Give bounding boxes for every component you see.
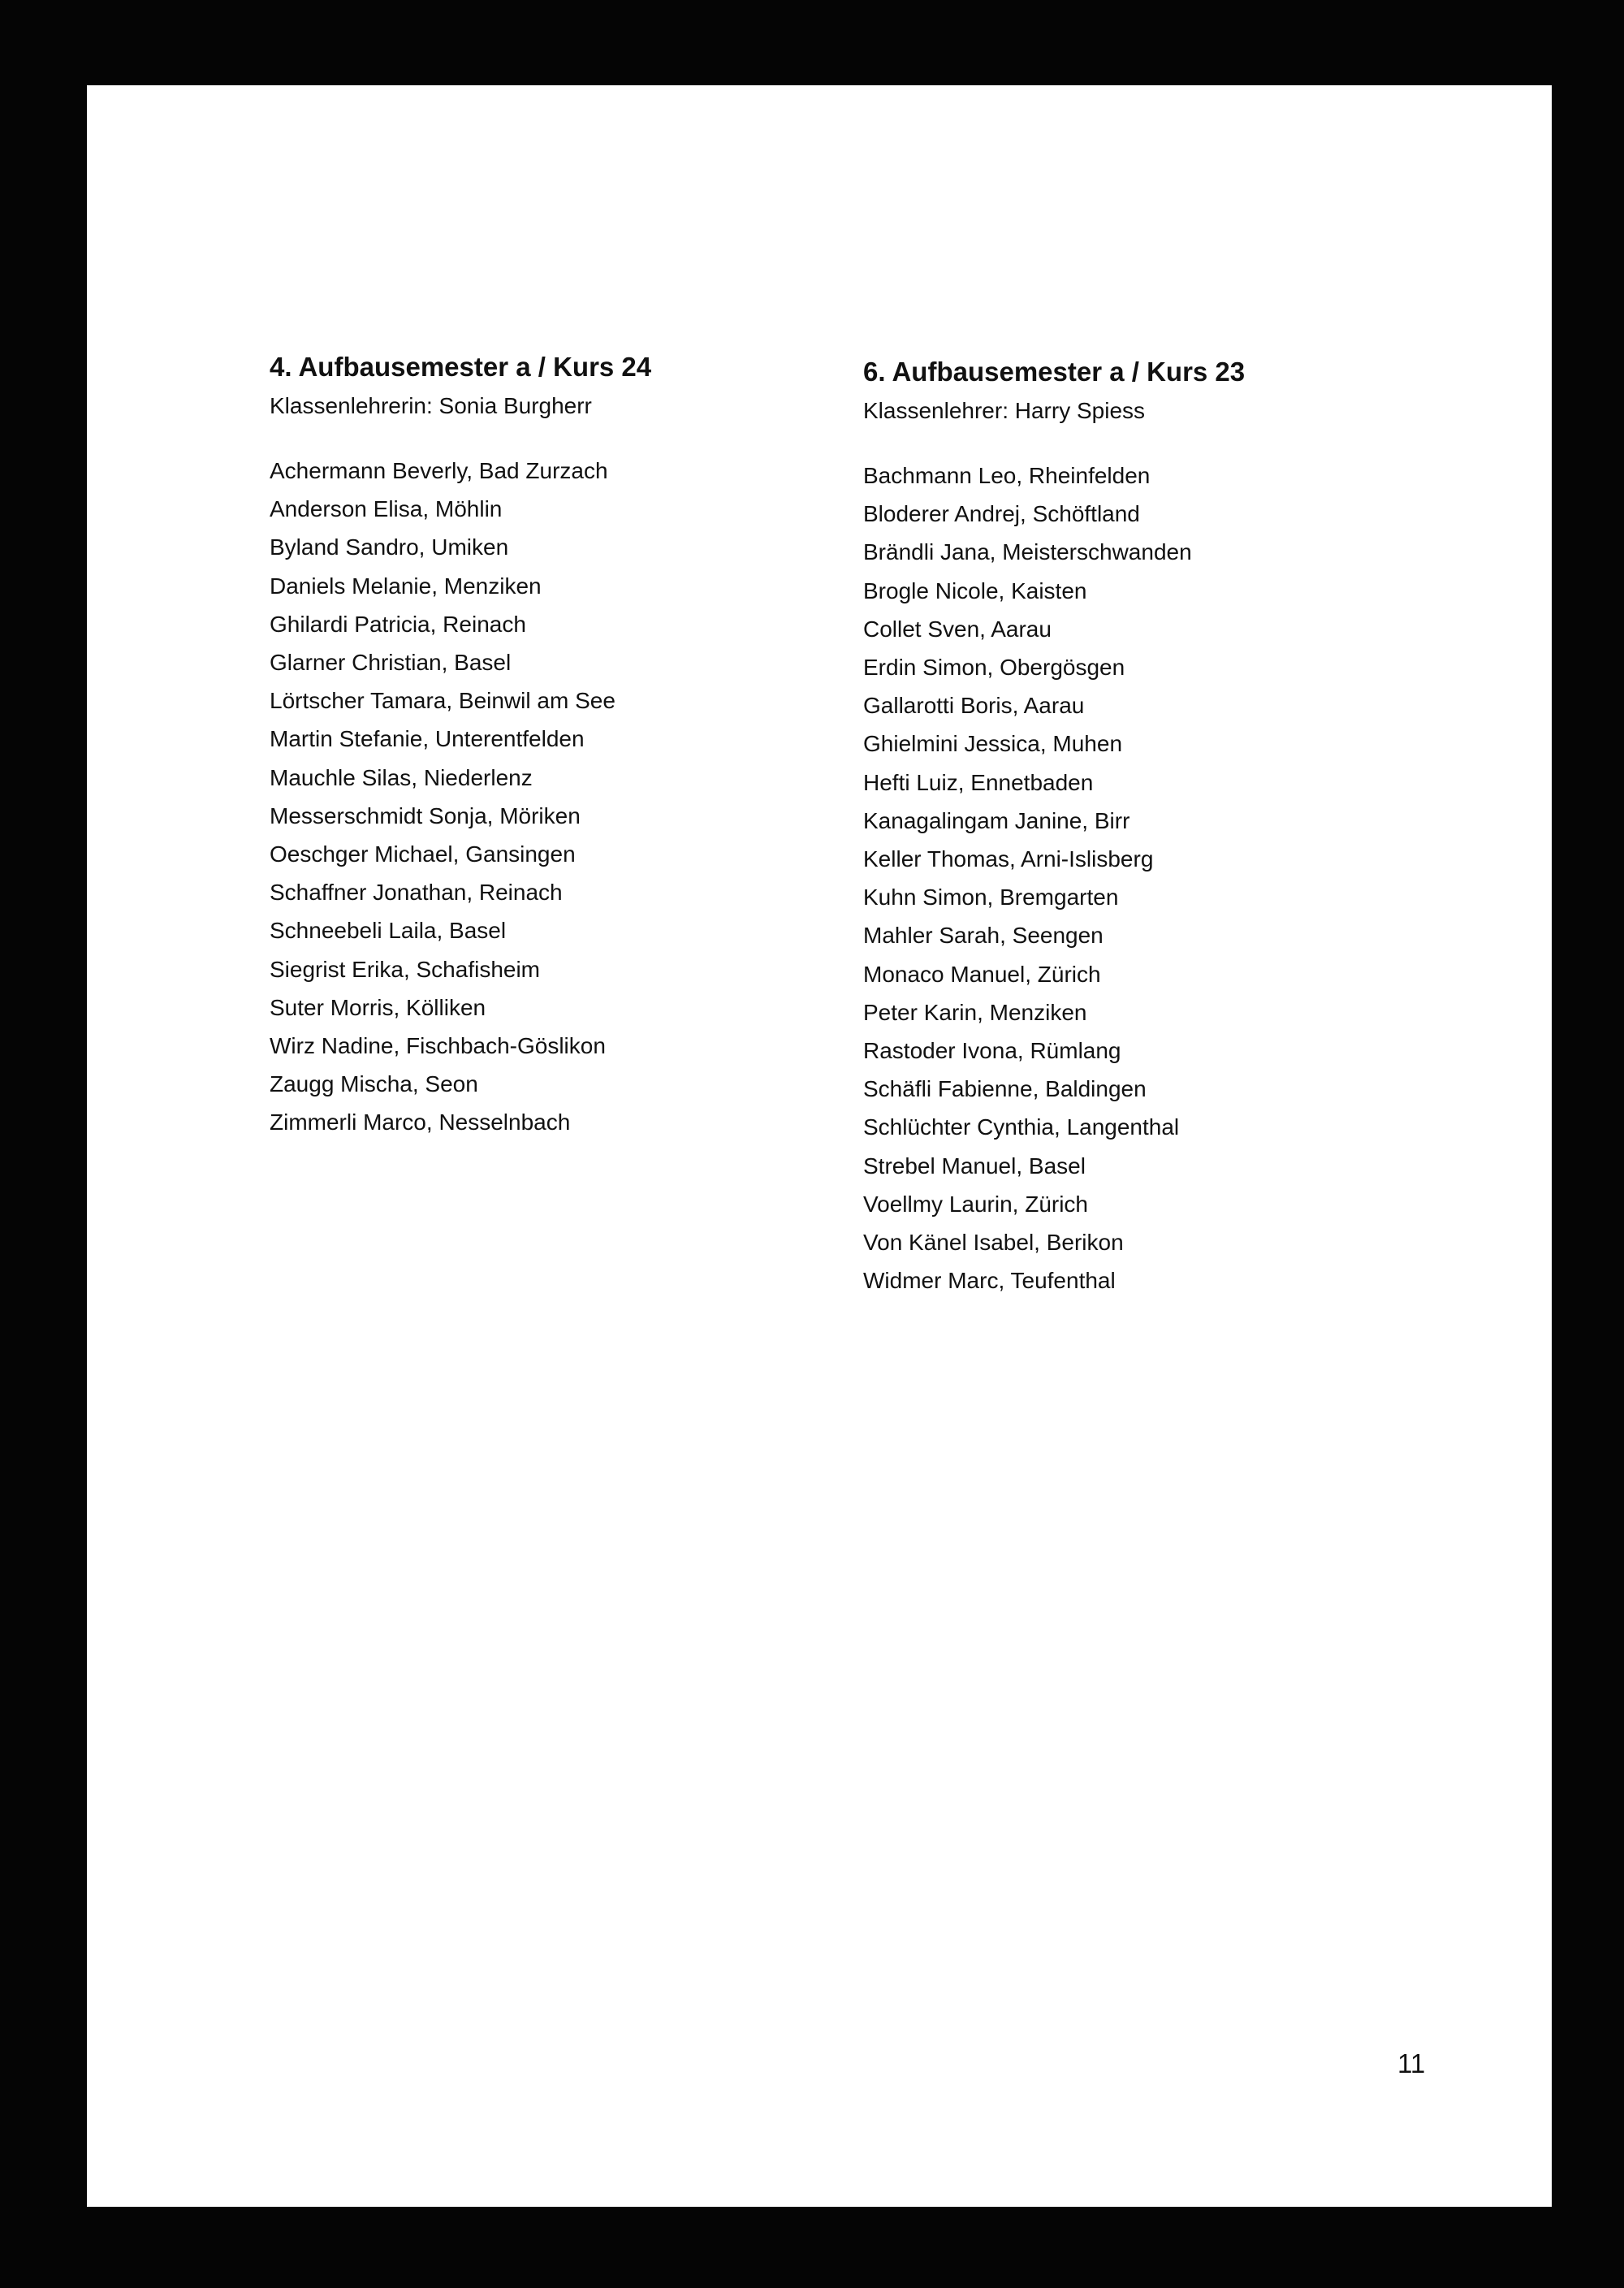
class-list-kurs-23 [863, 356, 1432, 1300]
list-item: Schlüchter Cynthia, Langenthal [863, 1114, 1180, 1140]
student-list [270, 452, 838, 1142]
list-item: Daniels Melanie, Menziken [270, 573, 542, 599]
class-heading: 6. Aufbausemester a / Kurs 23 [863, 357, 1246, 387]
class-teacher: Klassenlehrerin: Sonia Burgherr [270, 393, 592, 418]
list-item: Rastoder Ivona, Rümlang [863, 1038, 1121, 1064]
list-item: Gallarotti Boris, Aarau [863, 693, 1085, 719]
list-item: Mauchle Silas, Niederlenz [270, 764, 533, 790]
list-item: Kuhn Simon, Bremgarten [863, 884, 1119, 910]
list-item: Hefti Luiz, Ennetbaden [863, 769, 1094, 795]
list-item: Schaffner Jonathan, Reinach [270, 880, 563, 906]
list-item: Suter Morris, Kölliken [270, 994, 486, 1020]
list-item: Monaco Manuel, Zürich [863, 961, 1101, 987]
list-item: Schneebeli Laila, Basel [270, 918, 507, 944]
list-item: Ghilardi Patricia, Reinach [270, 611, 526, 637]
list-item: Zimmerli Marco, Nesselnbach [270, 1109, 571, 1135]
list-item: Martin Stefanie, Unterentfelden [270, 726, 585, 752]
list-item: Byland Sandro, Umiken [270, 534, 509, 560]
list-item: Lörtscher Tamara, Beinwil am See [270, 688, 615, 714]
student-list [863, 456, 1432, 1300]
list-item: Brändli Jana, Meisterschwanden [863, 539, 1192, 565]
list-item: Bloderer Andrej, Schöftland [863, 501, 1140, 527]
list-item: Siegrist Erika, Schafisheim [270, 956, 541, 982]
list-item: Mahler Sarah, Seengen [863, 923, 1104, 949]
list-item: Erdin Simon, Obergösgen [863, 655, 1125, 681]
class-teacher: Klassenlehrer: Harry Spiess [863, 398, 1146, 423]
list-item: Brogle Nicole, Kaisten [863, 577, 1087, 603]
list-item: Anderson Elisa, Möhlin [270, 496, 503, 522]
list-item: Oeschger Michael, Gansingen [270, 841, 576, 867]
list-item: Wirz Nadine, Fischbach-Göslikon [270, 1033, 606, 1059]
class-list-kurs-24 [270, 351, 838, 1142]
list-item: Strebel Manuel, Basel [863, 1153, 1086, 1179]
list-item: Bachmann Leo, Rheinfelden [863, 463, 1151, 488]
list-item: Collet Sven, Aarau [863, 616, 1052, 642]
list-item: Messerschmidt Sonja, Möriken [270, 802, 581, 828]
list-item: Keller Thomas, Arni-Islisberg [863, 846, 1154, 872]
list-item: Widmer Marc, Teufenthal [863, 1268, 1116, 1294]
list-item: Schäfli Fabienne, Baldingen [863, 1076, 1147, 1102]
list-item: Ghielmini Jessica, Muhen [863, 731, 1123, 757]
document-page [87, 85, 1552, 2207]
list-item: Von Känel Isabel, Berikon [863, 1230, 1124, 1256]
page-number: 11 [1397, 2048, 1426, 2078]
list-item: Voellmy Laurin, Zürich [863, 1191, 1089, 1217]
list-item: Achermann Beverly, Bad Zurzach [270, 458, 608, 483]
list-item: Kanagalingam Janine, Birr [863, 807, 1130, 833]
class-heading: 4. Aufbausemester a / Kurs 24 [270, 352, 652, 382]
list-item: Glarner Christian, Basel [270, 650, 512, 676]
list-item: Peter Karin, Menziken [863, 999, 1087, 1025]
list-item: Zaugg Mischa, Seon [270, 1071, 478, 1097]
